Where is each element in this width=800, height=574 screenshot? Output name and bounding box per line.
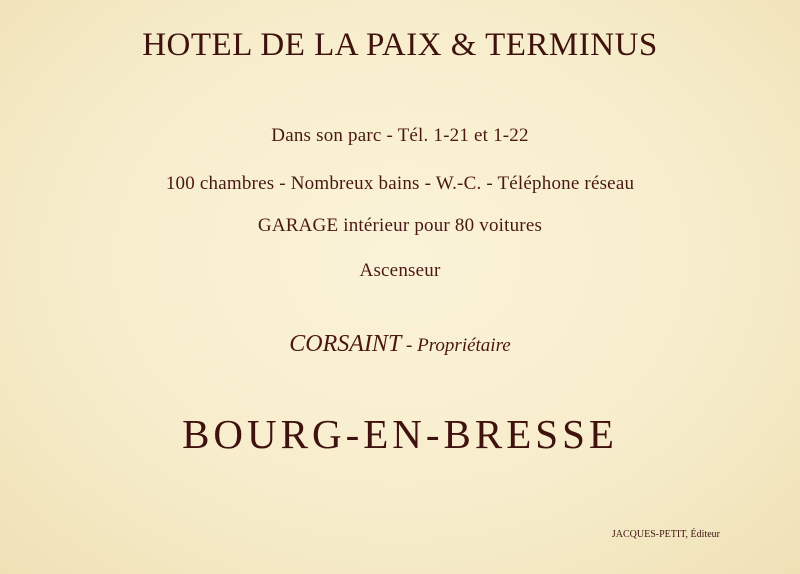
- hotel-name: HOTEL DE LA PAIX & TERMINUS: [142, 27, 658, 63]
- proprietor-line: [0, 331, 800, 358]
- info-line-rooms: 100 chambres - Nombreux bains - W.-C. - Téléphone réseau: [165, 173, 635, 194]
- proprietor-separator: -: [401, 335, 418, 356]
- town-name: BOURG-EN-BRESSE: [182, 411, 618, 457]
- info-line-garage: GARAGE intérieur pour 80 voitures: [257, 215, 543, 236]
- editor-credit: JACQUES-PETIT, Éditeur: [611, 529, 720, 540]
- info-line-elevator: Ascenseur: [359, 260, 441, 281]
- info-line-park-phone: Dans son parc - Tél. 1-21 et 1-22: [271, 125, 529, 146]
- proprietor-name: CORSAINT: [289, 331, 402, 357]
- proprietor-title: Propriétaire: [417, 335, 511, 356]
